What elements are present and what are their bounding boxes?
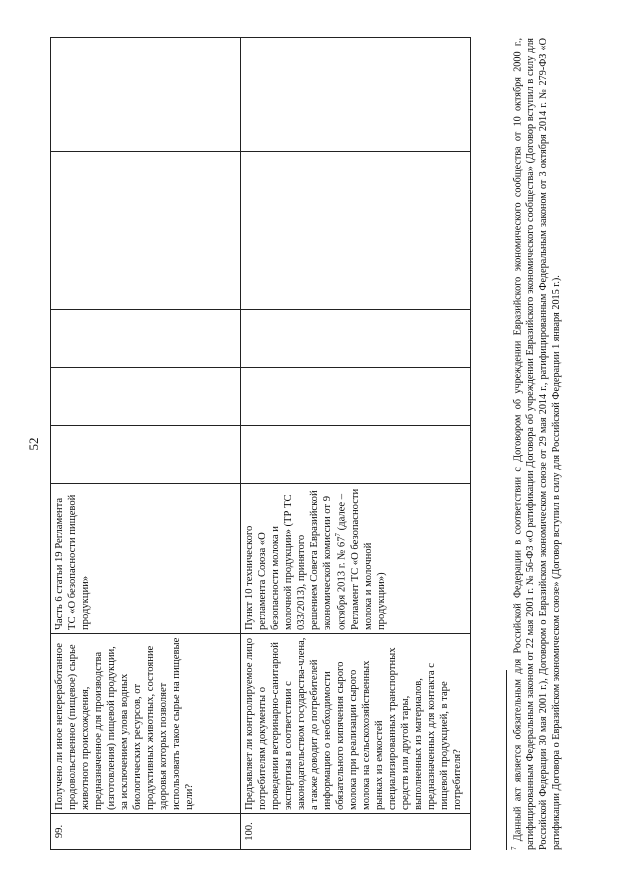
row-requirement	[241, 483, 471, 633]
page-number: 52	[26, 437, 41, 450]
comment-cell	[51, 37, 241, 151]
notes-cell	[241, 151, 471, 309]
table-row	[51, 37, 241, 849]
comment-cell	[241, 37, 471, 151]
row-requirement: Часть 6 статьи 19 Регламента ТС «О безопасности пищевой продукции»	[51, 483, 241, 633]
footnote-reference[interactable]: 7	[334, 532, 343, 536]
answer-na-cell	[51, 309, 241, 367]
table-row	[241, 37, 471, 849]
requirements-table	[50, 37, 471, 850]
footnote	[510, 38, 563, 850]
footnote-text: Данный акт является обязательным для Российской Федерации в соответствии с Договором об учреждении Евразийского экономического сообщества от 10 октября 2000 г., ратифицированным Федеральным законом от 22 мая 2001 г. № 56-ФЗ «О ратификации Договора об учреждении Евразийского экономического сообщества» (Договор вступил в силу для Российской Федерации 30 мая 2001 г.), Договором о Евразийском экономическом союзе от 29 мая 2014 г., ратифицированным Федеральным законом от 3 октября 2014 г. № 279-ФЗ «О ратификации Договора о Евразийском экономическом союзе» (Договор вступил в силу для Российской Федерации 1 января 2015 г.).	[512, 37, 562, 850]
row-number: 100.	[241, 813, 471, 849]
requirement-text-continued: (далее – Регламент ТС «О безопасности молока и молочной продукции»)	[336, 488, 387, 630]
answer-yes-cell	[51, 425, 241, 483]
answer-no-cell	[241, 367, 471, 425]
answer-yes-cell	[241, 425, 471, 483]
row-question: Предъявляет ли контролируемое лицо потребителям документы о проведении ветеринарно-санитарной экспертизы в соответствии с законодательством государства-члена, а также доводит до потребителей информацию о необходимости обязательного кипячения сырого молока при реализации сырого молока на сельскохозяйственных рынках из емкостей специализированных транспортных средств или другой тары, выполненных из материалов, предназначенных для контакта с пищевой продукцией, в таре потребителя?	[241, 633, 471, 813]
row-number: 99.	[51, 813, 241, 849]
requirement-text: Пункт 10 технического регламента Союза «О безопасности молока и молочной продукции» (ТР ТС 033/2013), принятого решением Совета Евразийской экономической комиссии от 9 октября 2013 г. № 67	[244, 489, 348, 630]
footnote-marker: 7	[510, 846, 518, 850]
row-question: Получено ли иное непереработанное продовольственное (пищевое) сырье животного происхождения, предназначенное для производства (изготовления) пищевой продукции, за исключением улова водных биологических ресурсов, от продуктивных животных, состояние здоровья которых позволяет использовать такое сырье на пищевые цели?	[51, 633, 241, 813]
answer-na-cell	[241, 309, 471, 367]
notes-cell	[51, 151, 241, 309]
answer-no-cell	[51, 367, 241, 425]
footnote-separator	[506, 670, 507, 850]
rotated-sheet	[20, 14, 620, 874]
